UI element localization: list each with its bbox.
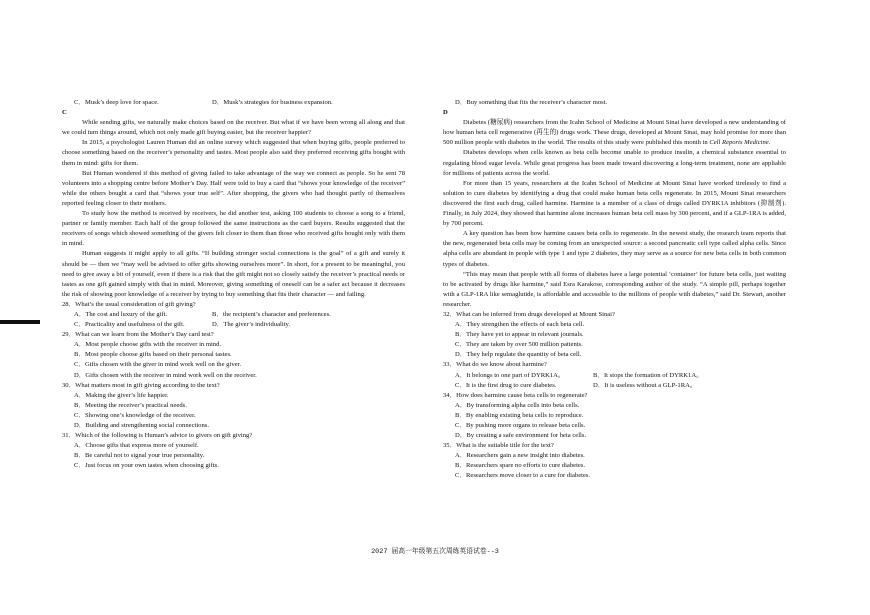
option-d: D．Musk’s strategies for business expansion. [212,99,333,106]
passage-c-para-5: Human suggests it might apply to all gifts. “If building stronger social connections is the goal” of a gift and surely it should be — then we “may well be advised to offer gifts showing ourselves more”. In short, for a present to be meaningful, you need to give away a bit of yourself, even if there is a risk that the gift might not so closely satisfy the receiver’s practical needs or tastes as one gift gained simply with that in mind. Moreover, giving something of oneself can be a safer act because it decreases the risk of showing poor knowledge of a receiver by trying to buy something that fits their character — and failing. [62,250,405,298]
option-c: C．Practicality and usefulness of the gift. [74,321,185,329]
option-c: C．They are taken by over 500 million patients. [455,341,583,349]
option-c: C．It is the first drug to cure diabetes. [455,381,557,389]
passage-d-para-4: A key question has been how harmine causes beta cells to regenerate. In the newest study, the research team reports that the new, regenerated beta cells may be coming from an unexpected source: a second pancreatic cell type called alpha cells. Since alpha cells are abundant in people with type 1 and type 2 diabetes, they may serve as a source for new beta cells in both common types of diabetes. [443,230,786,268]
option-a: A．They strengthen the effects of each beta cell. [455,321,585,329]
left-column [62,98,405,471]
option-a: A．By transforming alpha cells into beta cells. [455,401,580,409]
binding-margin-mark [0,320,40,324]
question-33-options-cd [443,381,786,391]
option-d: D．They help regulate the quantity of beta cell. [455,351,582,359]
question-34: 34．How does harmine cause beta cells to regenerate? [443,391,588,399]
option-b: B．Researchers spare no efforts to cure diabetes. [455,462,586,470]
passage-d-para-1: Diabetes (糖尿病) researchers from the Icahn School of Medicine at Mount Sinai have developed a new understanding of how human beta cell regenerative (再生的) drugs work. These drugs, developed at Mount Sinai, may hold promise for more than 500 million people with diabetes in the world. The results of this study were published this month in Cell Reports Medicine. [443,119,786,147]
question-31-option-d: D．Buy something that fits the receiver’s character most. [455,99,608,106]
passage-c-para-3: But Human wondered if this method of giving failed to take advantage of the way we connect as people. So he sent 78 volunteers into a shopping centre before Mother’s Day. Half were told to buy a card that “shows your knowledge of the receiver” while the others bought a card that “shows your true self”. After shopping, the givers who had thought partly of themselves reported feeling closer to their mothers. [62,169,405,207]
option-a: A．Most people choose gifts with the receiver in mind. [74,341,222,349]
question-29: 29．What can we learn from the Mother’s Day card test? [62,331,214,339]
question-28-options-cd [62,320,405,330]
option-c: C．Gifts chosen with the giver in mind work well on the giver. [74,361,242,369]
passage-d-para-2: Diabetes develops when cells known as beta cells become unable to produce insulin, a chemical substance essential to regulating blood sugar levels. While great progress has been made toward discovering a long-term treatment, none are appliable for millions of patients across the world. [443,149,786,177]
option-b: B．the recipient’s character and preferences. [212,310,331,318]
prev-options-cd [62,98,405,108]
right-column [443,98,786,482]
option-d: D．Building and strengthening social connections. [74,422,209,429]
option-b: B．By enabling existing beta cells to reproduce. [455,411,584,419]
question-32: 32．What can be inferred from drugs developed at Mount Sinai? [443,310,615,318]
option-d: D．It is useless without a GLP-1RA。 [593,381,697,389]
option-a: A．Researchers gain a new insight into diabetes. [455,452,585,460]
option-c: C．By pushing more organs to release beta cells. [455,422,586,429]
option-b: B．Be careful not to signal your true personality. [74,452,205,460]
option-c: C．Just focus on your own tastes when choosing gifts. [74,462,219,470]
option-c: C．Musk’s deep love for space. [74,99,159,106]
question-30: 30．What matters most in gift giving according to the text? [62,381,220,389]
option-d: D．Gifts chosen with the receiver in mind work well on the receiver. [74,371,257,379]
option-a: A．It belongs to one part of DYRK1A。 [455,371,565,379]
option-c: C．Showing one’s knowledge of the receiver. [74,411,196,419]
section-c-heading: C [62,109,67,117]
option-b: B．Meeting the receiver’s practical needs. [74,401,187,409]
option-b: B．They have yet to appear in relevant journals. [455,331,584,339]
option-a: A．Choose gifts that express more of yourself. [74,442,199,450]
passage-c-para-2: In 2015, a psychologist Lauren Human did an online survey which suggested that when buying gifts, people preferred to choose something based on the receiver’s personality and tastes. Most people also said they preferred receiving gifts bought with them in mind: gifts for them. [62,139,405,167]
passage-c-para-1: While sending gifts, we naturally make choices based on the receiver. But what if we have been wrong all along and that we could turn things around, which not only made gift buying easier, but the receiver happier? [62,119,405,137]
question-28: 28．What’s the usual consideration of gift giving? [62,300,196,308]
option-b: B．It stops the formation of DYRK1A。 [593,371,703,379]
question-28-options-ab [62,310,405,320]
journal-name: Cell Reports Medicine [709,139,769,147]
option-b: B．Most people choose gifts based on their personal tastes. [74,351,232,359]
question-35: 35．What is the suitable title for the text? [443,442,554,450]
section-d-heading: D [443,109,448,117]
option-a: A．Making the giver’s life happier. [74,391,169,399]
question-33: 33．What do we know about harmine? [443,361,547,369]
page-footer: 2027 届高一年级第五次周练英语试卷--3 [371,548,499,556]
passage-c-para-4: To study how the method is received by receivers, he did another test, asking 100 students to choose a song to a friend, partner or family member. Each half of the group followed the same instructions as the card buyers. Results suggested that the receivers of songs which showed something of the givers felt closer to them than those who received gifts bought only with them in mind. [62,210,405,248]
passage-d-para-3: For more than 15 years, researchers at the Icahn School of Medicine at Mount Sinai have worked tirelessly to find a solution to cure diabetes by identifying a drug that could make human beta cells regenerate. In 2015, Mount Sinai researchers discovered the first such drug, called harmine. Harmine is a member of a class of drugs called DYRK1A inhibitors (抑制剂). Finally, in July 2024, they showed that harmine alone increases human beta cell mass by 300 percent, and if a GLP-1RA is added, by 700 percent. [443,179,786,228]
option-d: D．By creating a safe environment for beta cells. [455,432,587,440]
option-c: C．Researchers move closer to a cure for diabetes. [455,472,591,480]
question-31: 31．Which of the following is Human’s advice to givers on gift giving? [62,432,253,440]
question-33-options-ab [443,371,786,381]
option-d: D．The giver’s individuality. [212,321,291,329]
option-a: A．The cost and luxury of the gift. [74,310,168,318]
passage-d-para-5: “This may mean that people with all forms of diabetes have a large potential ‘container’ for future beta cells, just waiting to be activated by drugs like harmine,” said Esra Karakose, corresponding author of the study. “A simple pill, perhaps together with a GLP-1RA like semaglutide, is affordable and accessible to the millions of people with diabetes,” said Dr. Stewart, another researcher. [443,270,786,308]
